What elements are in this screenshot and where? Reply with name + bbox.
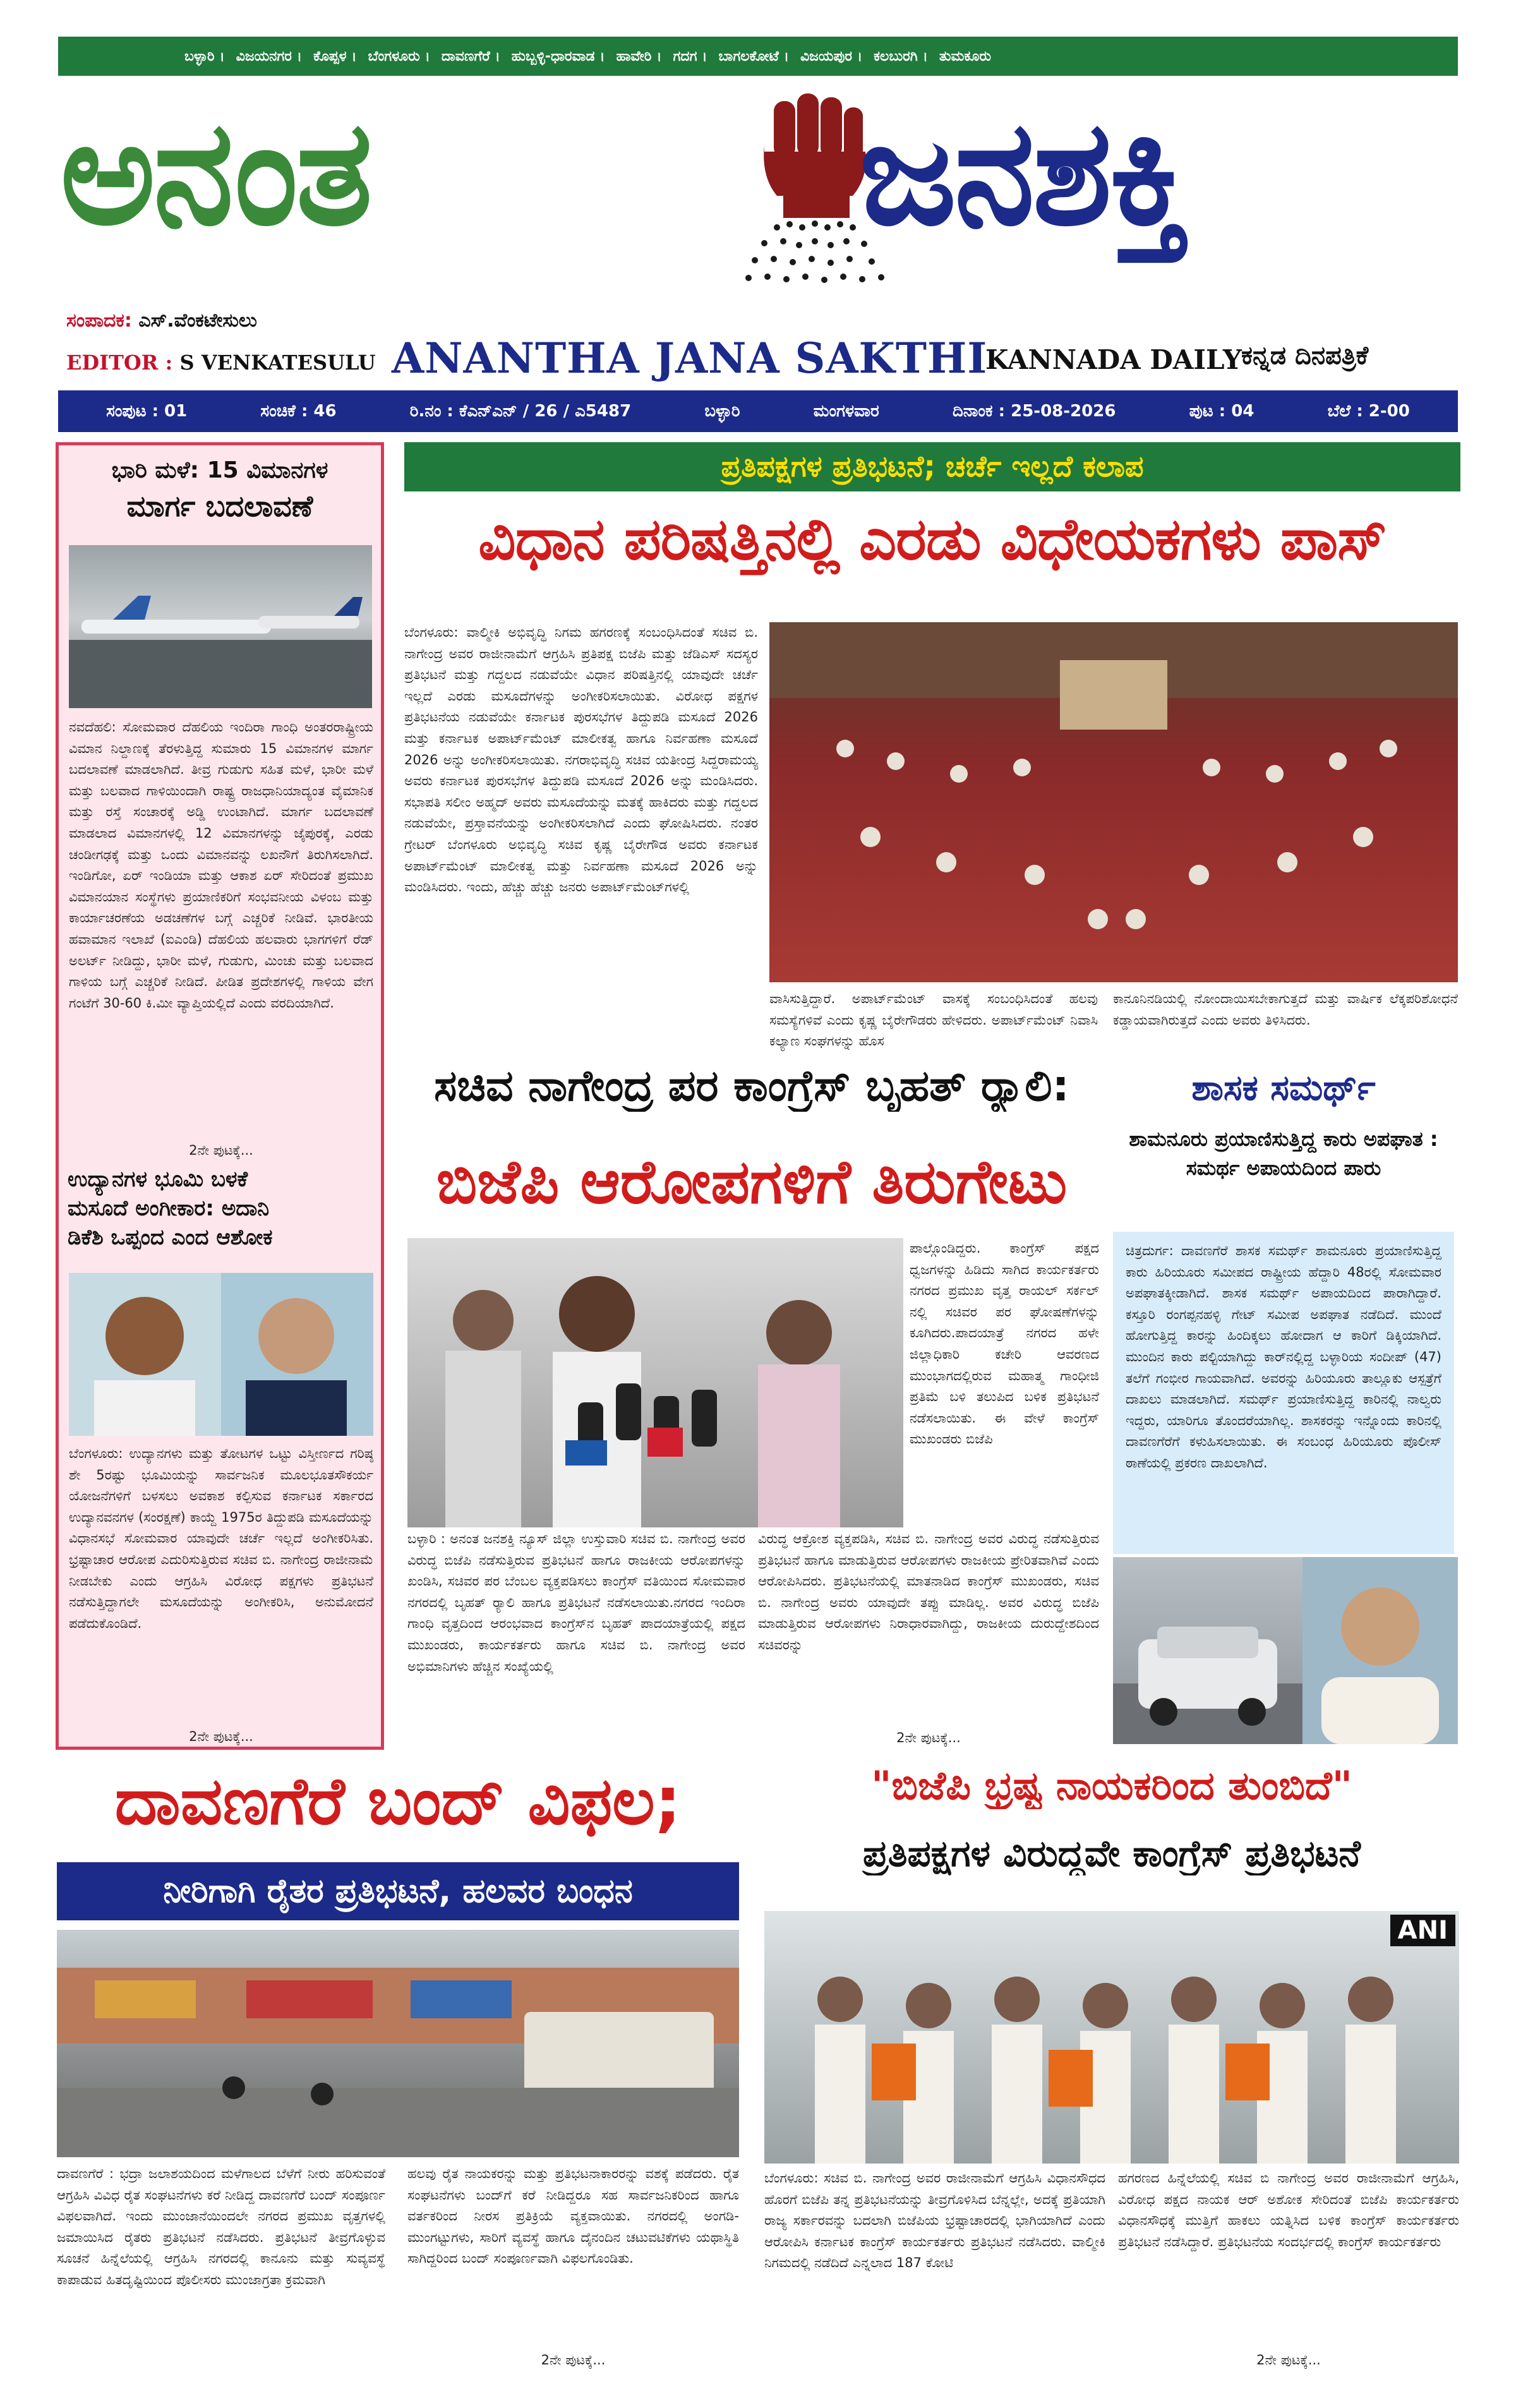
editor-kn-name: ಎಸ್.ವೆಂಕಟೇಸುಲು [138,310,257,332]
main-story-headline: ವಿಧಾನ ಪರಿಷತ್ತಿನಲ್ಲಿ ಎರಡು ವಿಧೇಯಕಗಳು ಪಾಸ್ [478,505,1387,573]
park-bill-continue[interactable]: 2ನೇ ಪುಟಕ್ಕೆ... [189,1729,253,1744]
district-link[interactable]: ಹುಬ್ಬಳ್ಳಿ-ಧಾರವಾಡ । [511,48,605,64]
paper-name-english: ANANTHA JANA SAKTHI [392,334,988,383]
davangere-body-col1: ದಾವಣಗೆರೆ : ಭದ್ರಾ ಜಲಾಶಯದಿಂದ ಮಳೆಗಾಲದ ಬೆಳೆಗೆ ನೀರು ಹರಿಸುವಂತೆ ಆಗ್ರಹಿಸಿ ವಿವಿಧ ರೈತ ಸಂಘಟನೆಗಳು ಕರೆ ನೀಡಿದ್ದ ದಾವಣಗೆರೆ ಬಂದ್ ಸಂಪೂರ್ಣ ವಿಫಲವಾಗಿದೆ. ಇಂದು ಮುಂಜಾನೆಯಿಂದಲೇ ನಗರದ ಪ್ರಮುಖ ವೃತ್ತಗಳಲ್ಲಿ ಜಮಾಯಿಸಿದ ರೈತರು ಪ್ರತಿಭಟನೆ ನಡೆಸಿದರು. ಪ್ರತಿಭಟನೆ ತೀವ್ರಗೊಳ್ಳುವ ಸೂಚನೆ ಹಿನ್ನೆಲೆಯಲ್ಲಿ ಆಗ್ರಹಿಸಿ ನಗರದಲ್ಲಿ ಕಾನೂನು ಮತ್ತು ಸುವ್ಯವಸ್ಥೆ ಕಾಪಾಡುವ ಹಿತದೃಷ್ಟಿಯಿಂದ ಪೊಲೀಸರು ಮುಂಜಾಗ್ರತಾ ಕ್ರಮವಾಗಿ [57,2166,385,2287]
flight-story-body: ನವದೆಹಲಿ: ಸೋಮವಾರ ದೆಹಲಿಯ ಇಂದಿರಾ ಗಾಂಧಿ ಅಂತರರಾಷ್ಟ್ರೀಯ ವಿಮಾನ ನಿಲ್ದಾಣಕ್ಕೆ ತೆರಳುತ್ತಿದ್ದ ಸುಮಾರು 15 ವಿಮಾನಗಳ ಮಾರ್ಗ ಬದಲಾವಣೆ ಮಾಡಲಾಗಿದೆ. ತೀವ್ರ ಗುಡುಗು ಸಹಿತ ಮಳೆ, ಭಾರೀ ಮಳೆ ಮತ್ತು ಬಲವಾದ ಗಾಳಿಯಿಂದಾಗಿ ರಾಷ್ಟ್ರ ರಾಜಧಾನಿಯಾದ್ಯಂತ ವೈಮಾನಿಕ ಮತ್ತು ರಸ್ತೆ ಸಂಚಾರಕ್ಕೆ ಅಡ್ಡಿ ಉಂಟಾಗಿದೆ. ಮಾರ್ಗ ಬದಲಾವಣೆ ಮಾಡಲಾದ ವಿಮಾನಗಳಲ್ಲಿ 12 ವಿಮಾನಗಳನ್ನು ಜೈಪುರಕ್ಕೆ, ಎರಡು ಚಂಡೀಗಢಕ್ಕೆ ಮತ್ತು ಒಂದು ವಿಮಾನವನ್ನು ಲಖನೌಗೆ ತಿರುಗಿಸಲಾಗಿದೆ. ಇಂಡಿಗೋ, ಏರ್ ಇಂಡಿಯಾ ಮತ್ತು ಆಕಾಶ ಏರ್ ಸೇರಿದಂತೆ ಪ್ರಮುಖ ವಿಮಾನಯಾನ ಸಂಸ್ಥೆಗಳು ಪ್ರಯಾಣಿಕರಿಗೆ ಸಂಭವನೀಯ ವಿಳಂಬ ಮತ್ತು ಕಾರ್ಯಾಚರಣೆಯ ಅಡಚಣೆಗಳ ಬಗ್ಗೆ ಎಚ್ಚರಿಕೆ ನೀಡಿವೆ. ಭಾರತೀಯ ಹವಾಮಾನ ಇಲಾಖೆ (ಐಎಂಡಿ) ದೆಹಲಿಯ ಹಲವಾರು ಭಾಗಗಳಿಗೆ ರೆಡ್ ಅಲರ್ಟ್ ನೀಡಿದ್ದು, ಭಾರೀ ಮಳೆ, ಗುಡುಗು, ಮಿಂಚು ಮತ್ತು ಬಲವಾದ ಗಾಳಿಯ ಬಗ್ಗೆ ಎಚ್ಚರಿಕೆ ನೀಡಿದೆ. ಪೀಡಿತ ಪ್ರದೇಶಗಳಲ್ಲಿ ಗಾಳಿಯ ವೇಗ ಗಂಟೆಗೆ 30-60 ಕಿ.ಮೀ ವ್ಯಾಪ್ತಿಯಲ್ಲಿದೆ ಎಂದು ವರದಿಯಾಗಿದೆ. [69,719,373,1011]
district-link[interactable]: ದಾವಣಗೆರೆ । [441,48,500,64]
mla-accident-box [1113,1232,1454,1554]
district-link[interactable]: ಬಾಗಲಕೋಟೆ । [718,48,789,64]
editor-kannada [66,310,257,332]
park-bill-headline [68,1165,375,1253]
issue-number: ಸಂಚಿಕೆ : 46 [260,401,337,421]
district-link[interactable]: ತುಮಕೂರು [939,48,991,64]
editor-english [66,351,376,375]
main-story-body-col2: ವಾಸಿಸುತ್ತಿದ್ದಾರೆ. ಅಪಾರ್ಟ್‌ಮೆಂಟ್ ವಾಸಕ್ಕೆ ಸಂಬಂಧಿಸಿದಂತೆ ಹಲವು ಸಮಸ್ಯೆಗಳಿವೆ ಎಂದು ಕೃಷ್ಣ ಬೈರೇಗೌಡರು ಹೇಳಿದರು. ಅಪಾರ್ಟ್‌ಮೆಂಟ್ ನಿವಾಸಿ ಕಲ್ಯಾಣ ಸಂಘಗಳನ್ನು ಹೊಸ [769,991,1098,1049]
street-scene-icon [57,1930,739,2157]
microphones-icon [407,1238,903,1527]
davangere-continue[interactable]: 2ನೇ ಪುಟಕ್ಕೆ... [541,2352,606,2368]
page-count: ಪುಟ : 04 [1189,401,1254,421]
mla-portrait-photo [1302,1557,1458,1744]
politicians-photo [69,1273,373,1436]
issue-date: ದಿನಾಂಕ : 25-08-2026 [952,401,1116,421]
congress-protest-photo [764,1911,1459,2164]
park-bill-body: ಬೆಂಗಳೂರು: ಉದ್ಯಾನಗಳು ಮತ್ತು ತೋಟಗಳ ಒಟ್ಟು ವಿಸ್ತೀರ್ಣದ ಗರಿಷ್ಠ ಶೇ 5ರಷ್ಟು ಭೂಮಿಯನ್ನು ಸಾರ್ವಜನಿಕ ಮೂಲಭೂತಸೌಕರ್ಯ ಯೋಜನೆಗಳಿಗೆ ಬಳಸಲು ಅವಕಾಶ ಕಲ್ಪಿಸುವ ಕರ್ನಾಟಕ ಸರ್ಕಾರದ ಉದ್ಯಾನವನಗಳ (ಸಂರಕ್ಷಣೆ) ಕಾಯ್ದೆ 1975ರ ತಿದ್ದುಪಡಿ ಮಸೂದೆಯನ್ನು ವಿಧಾನಸಭೆ ಸೋಮವಾರ ಯಾವುದೇ ಚರ್ಚೆ ಇಲ್ಲದೆ ಅಂಗೀಕರಿಸಿತು. ಭ್ರಷ್ಟಾಚಾರ ಆರೋಪ ಎದುರಿಸುತ್ತಿರುವ ಸಚಿವ ಬಿ. ನಾಗೇಂದ್ರ ರಾಜೀನಾಮೆ ನೀಡಬೇಕು ಎಂದು ಆಗ್ರಹಿಸಿ ವಿರೋಧ ಪಕ್ಷಗಳು ಪ್ರತಿಭಟನೆ ನಡೆಸುತ್ತಿದ್ದಾಗಲೇ ಮಸೂದೆಯನ್ನು ಅಂಗೀಕರಿಸಿ, ಅನುಮೋದನೆ ಪಡೆದುಕೊಂಡಿದೆ. [69,1446,373,1631]
volume: ಸಂಪುಟ : 01 [106,401,188,421]
photo-credit-ani: ANI [1390,1915,1455,1946]
congress-protest-subheadline: ಪ್ರತಿಪಕ್ಷಗಳ ವಿರುದ್ಧವೇ ಕಾಂಗ್ರೆಸ್ ಪ್ರತಿಭಟನೆ [862,1832,1361,1875]
masthead-left-word: ಅನಂತ [60,89,371,258]
car-icon [1113,1557,1302,1744]
district-link[interactable]: ಕಲಬುರಗಿ । [874,48,928,64]
main-story-body-col1: ಬೆಂಗಳೂರು: ವಾಲ್ಮೀಕಿ ಅಭಿವೃದ್ಧಿ ನಿಗಮ ಹಗರಣಕ್ಕೆ ಸಂಬಂಧಿಸಿದಂತೆ ಸಚಿವ ಬಿ. ನಾಗೇಂದ್ರ ಅವರ ರಾಜೀನಾಮೆಗೆ ಆಗ್ರಹಿಸಿ ಪ್ರತಿಪಕ್ಷ ಬಿಜೆಪಿ ಮತ್ತು ಜೆಡಿಎಸ್ ಸದಸ್ಯರ ಪ್ರತಿಭಟನೆ ಮತ್ತು ಗದ್ದಲದ ನಡುವೆಯೇ ವಿಧಾನ ಪರಿಷತ್ತಿನಲ್ಲಿ ಯಾವುದೇ ಚರ್ಚೆ ಇಲ್ಲದೆ ಎರಡು ಮಸೂದೆಗಳನ್ನು ಅಂಗೀಕರಿಸಲಾಯಿತು. ವಿರೋಧ ಪಕ್ಷಗಳ ಪ್ರತಿಭಟನೆಯ ನಡುವೆಯೇ ಕರ್ನಾಟಕ ಪುರಸಭೆಗಳ ತಿದ್ದುಪಡಿ ಮಸೂದೆ 2026 ಮತ್ತು ಕರ್ನಾಟಕ ಅಪಾರ್ಟ್‌ಮೆಂಟ್ ಮಾಲೀಕತ್ವ ಹಾಗೂ ನಿರ್ವಹಣಾ ಮಸೂದೆ 2026 ಅನ್ನು ಅಂಗೀಕರಿಸಲಾಯಿತು. ನಗರಾಭಿವೃದ್ಧಿ ಸಚಿವ ಯತೀಂದ್ರ ಸಿದ್ದರಾಮಯ್ಯ ಅವರು ಕರ್ನಾಟಕ ಪುರಸಭೆಗಳ ತಿದ್ದುಪಡಿ ಮಸೂದೆ 2026 ಅನ್ನು ಮಂಡಿಸಿದರು. ಸಭಾಪತಿ ಸಲೀಂ ಅಹ್ಮದ್ ಅವರು ಮಸೂದೆಯನ್ನು ಮತಕ್ಕೆ ಹಾಕಿದರು ಮತ್ತು ಗದ್ದಲದ ನಡುವೆಯೇ, ಪ್ರಸ್ತಾವನೆಯನ್ನು ಅಂಗೀಕರಿಸಲಾಗಿದೆ ಎಂದು ಘೋಷಿಸಿದರು. ನಂತರ ಗ್ರೇಟರ್ ಬೆಂಗಳೂರು ಅಭಿವೃದ್ಧಿ ಸಚಿವ ಕೃಷ್ಣ ಬೈರೇಗೌಡ ಅವರು ಕರ್ನಾಟಕ ಅಪಾರ್ಟ್‌ಮೆಂಟ್ ಮಾಲೀಕತ್ವ ಮತ್ತು ನಿರ್ವಹಣಾ ಮಸೂದೆ 2026 ಅನ್ನು ಮಂಡಿಸಿದರು. ಇಂದು, ಹೆಚ್ಚು ಹೆಚ್ಚು ಜನರು ಅಪಾರ್ಟ್‌ಮೆಂಟ್‌ಗಳಲ್ಲಿ [404,625,758,895]
airplane-icon [69,545,372,708]
rally-press-photo [407,1238,903,1527]
assembly-photo [769,622,1458,982]
mla-accident-headline: ಶಾಸಕ ಸಮರ್ಥ್ [1191,1068,1376,1109]
congress-protest-continue[interactable]: 2ನೇ ಪುಟಕ್ಕೆ... [1256,2352,1321,2368]
district-bar [58,37,1458,76]
airport-rain-photo [69,545,372,708]
congress-protest-body-col2: ಹಗರಣದ ಹಿನ್ನೆಲೆಯಲ್ಲಿ ಸಚಿವ ಬಿ ನಾಗೇಂದ್ರ ಅವರ ರಾಜೀನಾಮೆಗೆ ಆಗ್ರಹಿಸಿ, ವಿರೋಧ ಪಕ್ಷದ ನಾಯಕ ಆರ್ ಅಶೋಕ ಸೇರಿದಂತೆ ಬಿಜೆಪಿ ಕಾರ್ಯಕರ್ತರು ವಿಧಾನಸೌಧಕ್ಕೆ ಮುತ್ತಿಗೆ ಹಾಕಲು ಯತ್ನಿಸಿದ ಬಳಿಕ ಕಾಂಗ್ರೆಸ್ ಕಾರ್ಯಕರ್ತರು ಪ್ರತಿಭಟನೆ ನಡೆಸಿದ್ದಾರೆ. ಪ್ರತಿಭಟನೆಯ ಸಂದರ್ಭದಲ್ಲಿ ಕಾಂಗ್ರೆಸ್ ಕಾರ್ಯಕರ್ತರು [1118,2170,1459,2249]
person-portrait-icon [1302,1557,1458,1744]
portrait-pair-icon [69,1273,373,1436]
flight-headline-line1: ಭಾರಿ ಮಳೆ: 15 ವಿಮಾನಗಳ [111,457,328,483]
mla-accident-subheadline: ಶಾಮನೂರು ಪ್ರಯಾಣಿಸುತ್ತಿದ್ದ ಕಾರು ಅಪಘಾತ : ಸಮರ್ಥ ಅಪಾಯದಿಂದ ಪಾರು [1129,1127,1438,1181]
park-headline-line1: ಉದ್ಯಾನಗಳ ಭೂಮಿ ಬಳಕೆ [68,1167,248,1192]
weekday: ಮಂಗಳವಾರ [813,401,879,421]
district-link[interactable]: ವಿಜಯಪುರ । [800,48,863,64]
editor-en-name: S VENKATESULU [179,351,376,375]
davangere-bandh-subheadline: ನೀರಿಗಾಗಿ ರೈತರ ಪ್ರತಿಭಟನೆ, ಹಲವರ ಬಂಧನ [57,1862,739,1920]
registration-number: ರಿ.ನಂ : ಕೆಎನ್ಎನ್ / 26 / ಎ5487 [409,401,632,421]
rally-body-col1: ಬಳ್ಳಾರಿ : ಅನಂತ ಜನಶಕ್ತಿ ನ್ಯೂಸ್ ಜಿಲ್ಲಾ ಉಸ್ತುವಾರಿ ಸಚಿವ ಬಿ. ನಾಗೇಂದ್ರ ಅವರ ವಿರುದ್ಧ ಬಿಜೆಪಿ ನಡೆಸುತ್ತಿರುವ ಪ್ರತಿಭಟನೆ ಹಾಗೂ ರಾಜಕೀಯ ಆರೋಪಗಳನ್ನು ಖಂಡಿಸಿ, ಸಚಿವರ ಪರ ಬೆಂಬಲ ವ್ಯಕ್ತಪಡಿಸಲು ಕಾಂಗ್ರೆಸ್ ವತಿಯಿಂದ ಸೋಮವಾರ ನಗರದಲ್ಲಿ ಬೃಹತ್ ರ್‍ಯಾಲಿ ಹಾಗೂ ಪ್ರತಿಭಟನೆ ನಡೆಸಲಾಯಿತು.ನಗರದ ಇಂದಿರಾ ಗಾಂಧಿ ವೃತ್ತದಿಂದ ಆರಂಭವಾದ ಕಾಂಗ್ರೆಸ್‌ನ ಬೃಹತ್ ಪಾದಯಾತ್ರೆಯಲ್ಲಿ ಪಕ್ಷದ ಮುಖಂಡರು, ಕಾರ್ಯಕರ್ತರು ಹಾಗೂ ಸಚಿವ ಬಿ. ನಾಗೇಂದ್ರ ಅವರ ಅಭಿಮಾನಿಗಳು ಹೆಚ್ಚಿನ ಸಂಖ್ಯೆಯಲ್ಲಿ [407,1531,745,1674]
editor-en-label: EDITOR : [66,351,173,375]
davangere-body-col2: ಹಲವು ರೈತ ನಾಯಕರನ್ನು ಮತ್ತು ಪ್ರತಿಭಟನಾಕಾರರನ್ನು ವಶಕ್ಕೆ ಪಡೆದರು. ರೈತ ಸಂಘಟನೆಗಳು ಬಂದ್‌ಗೆ ಕರೆ ನೀಡಿದ್ದರೂ ಸಹ ಸಾರ್ವಜನಿಕರಿಂದ ಹಾಗೂ ವರ್ತಕರಿಂದ ನೀರಸ ಪ್ರತಿಕ್ರಿಯೆ ವ್ಯಕ್ತವಾಯಿತು. ನಗರದಲ್ಲಿ ಅಂಗಡಿ-ಮುಂಗಟ್ಟುಗಳು, ಸಾರಿಗೆ ವ್ಯವಸ್ಥೆ ಹಾಗೂ ದೈನಂದಿನ ಚಟುವಟಿಕೆಗಳು ಯಥಾಸ್ಥಿತಿ ಸಾಗಿದ್ದರಿಂದ ಬಂದ್ ಸಂಪೂರ್ಣವಾಗಿ ವಿಫಲಗೊಂಡಿತು. [407,2166,739,2267]
davangere-street-photo [57,1930,739,2157]
protest-crowd-icon [764,1911,1459,2164]
district-link[interactable]: ಬಳ್ಳಾರಿ । [184,48,225,64]
editor-kn-label: ಸಂಪಾದಕ: [66,310,132,332]
park-headline-line3: ಡಿಕೆಶಿ ಒಪ್ಪಂದ ಎಂದ ಆಶೋಕ [68,1224,273,1250]
left-news-column [56,442,384,1750]
publication-place: ಬಳ್ಳಾರಿ [704,401,740,421]
rally-body-col2: ವಿರುದ್ಧ ಆಕ್ರೋಶ ವ್ಯಕ್ತಪಡಿಸಿ, ಸಚಿವ ಬಿ. ನಾಗೇಂದ್ರ ಅವರ ವಿರುದ್ಧ ನಡೆಸುತ್ತಿರುವ ಪ್ರತಿಭಟನೆ ಹಾಗೂ ಮಾಡುತ್ತಿರುವ ಆರೋಪಗಳು ರಾಜಕೀಯ ಪ್ರೇರಿತವಾಗಿವೆ ಎಂದು ಆರೋಪಿಸಿದರು. ಪ್ರತಿಭಟನೆಯಲ್ಲಿ ಮಾತನಾಡಿದ ಕಾಂಗ್ರೆಸ್ ಮುಖಂಡರು, ಸಚಿವ ಬಿ. ನಾಗೇಂದ್ರ ಅವರು ಯಾವುದೇ ತಪ್ಪು ಮಾಡಿಲ್ಲ. ಅವರ ವಿರುದ್ಧ ಬಿಜೆಪಿ ಮಾಡುತ್ತಿರುವ ಆರೋಪಗಳು ನಿರಾಧಾರವಾಗಿದ್ದು, ರಾಜಕೀಯ ದುರುದ್ದೇಶದಿಂದ ಸಚಿವರನ್ನು [758,1531,1099,1652]
davangere-bandh-headline: ದಾವಣಗೆರೆ ಬಂದ್ ವಿಫಲ; [114,1762,682,1839]
flight-story-headline [71,455,368,526]
accident-car-photo [1113,1557,1302,1744]
issue-info-bar [58,390,1458,432]
main-story-body-col3: ಕಾನೂನಿನಡಿಯಲ್ಲಿ ನೋಂದಾಯಿಸಬೇಕಾಗುತ್ತದೆ ಮತ್ತು ವಾರ್ಷಿಕ ಲೆಕ್ಕಪರಿಶೋಧನೆ ಕಡ್ಡಾಯವಾಗಿರುತ್ತದೆ ಎಂದು ಅವರು ತಿಳಿಸಿದರು. [1113,991,1458,1028]
park-headline-line2: ಮಸೂದೆ ಅಂಗೀಕಾರ: ಅದಾನಿ [68,1195,270,1221]
district-link[interactable]: ಕೊಪ್ಪಳ । [313,48,357,64]
assembly-hall-icon [769,622,1458,982]
district-link[interactable]: ವಿಜಯನಗರ । [236,48,302,64]
district-link[interactable]: ಹಾವೇರಿ । [616,48,662,64]
rally-continue[interactable]: 2ನೇ ಪುಟಕ್ಕೆ... [896,1730,961,1745]
congress-protest-headline: "ಬಿಜೆಪಿ ಭ್ರಷ್ಟ ನಾಯಕರಿಂದ ತುಂಬಿದೆ" [871,1762,1352,1809]
kannada-daily-english: KANNADA DAILY [985,344,1242,375]
congress-protest-body-col1: ಬೆಂಗಳೂರು: ಸಚಿವ ಬಿ. ನಾಗೇಂದ್ರ ಅವರ ರಾಜೀನಾಮೆಗೆ ಆಗ್ರಹಿಸಿ ವಿಧಾನಸೌಧದ ಹೊರಗೆ ಬಿಜೆಪಿ ತನ್ನ ಪ್ರತಿಭಟನೆಯನ್ನು ತೀವ್ರಗೊಳಿಸಿದ ಬೆನ್ನಲ್ಲೇ, ಅದಕ್ಕೆ ಪ್ರತಿಯಾಗಿ ರಾಜ್ಯ ಸರ್ಕಾರವನ್ನು ಬದಲಾಗಿ ಬಿಜೆಪಿಯ ಭ್ರಷ್ಟಾಚಾರದಲ್ಲಿ ಭಾಗಿಯಾಗಿದೆ ಎಂದು ಆರೋಪಿಸಿ ಕರ್ನಾಟಕ ಕಾಂಗ್ರೆಸ್ ಕಾರ್ಯಕರ್ತರು ಪ್ರತಿಭಟನೆ ನಡೆಸಿದರು. ವಾಲ್ಮೀಕಿ ನಿಗಮದಲ್ಲಿ ನಡೆದಿದೆ ಎನ್ನಲಾದ 187 ಕೋಟಿ [764,2170,1105,2271]
price: ಬೆಲೆ : 2-00 [1327,401,1410,421]
district-link[interactable]: ಬೆಂಗಳೂರು । [368,48,430,64]
district-link[interactable]: ಗದಗ । [673,48,707,64]
mla-accident-body: ಚಿತ್ರದುರ್ಗ: ದಾವಣಗೆರೆ ಶಾಸಕ ಸಮರ್ಥ್ ಶಾಮನೂರು ಪ್ರಯಾಣಿಸುತ್ತಿದ್ದ ಕಾರು ಹಿರಿಯೂರು ಸಮೀಪದ ರಾಷ್ಟ್ರೀಯ ಹೆದ್ದಾರಿ 48ರಲ್ಲಿ ಸೋಮವಾರ ಅಪಘಾತಕ್ಕೀಡಾಗಿದೆ. ಶಾಸಕ ಸಮರ್ಥ್ ಅಪಾಯದಿಂದ ಪಾರಾಗಿದ್ದಾರೆ. ಕಸ್ತೂರಿ ರಂಗಪ್ಪನಹಳ್ಳಿ ಗೇಟ್ ಸಮೀಪ ಅಪಘಾತ ನಡೆದಿದೆ. ಮುಂದೆ ಹೋಗುತ್ತಿದ್ದ ಕಾರನ್ನು ಹಿಂದಿಕ್ಕಲು ಹೋದಾಗ ಆ ಕಾರಿಗೆ ಡಿಕ್ಕಿಯಾಗಿದೆ. ಮುಂದಿನ ಕಾರು ಪಲ್ಟಿಯಾಗಿದ್ದು ಕಾರ್‌ನಲ್ಲಿದ್ದ ಬಳ್ಳಾರಿಯ ಸಂದೀಪ್ (47) ತಲೆಗೆ ಗಂಭೀರ ಗಾಯವಾಗಿದೆ. ಅವರನ್ನು ಹಿರಿಯೂರು ತಾಲ್ಲೂಕು ಆಸ್ಪತ್ರೆಗೆ ದಾಖಲು ಮಾಡಲಾಗಿದೆ. ಸಮರ್ಥ್ ಪ್ರಯಾಣಿಸುತ್ತಿದ್ದ ಕಾರಿನಲ್ಲಿ ನಾಲ್ವರು ಇದ್ದರು, ಯಾರಿಗೂ ತೊಂದರೆಯಾಗಿಲ್ಲ. ಶಾಸಕರನ್ನು ಇನ್ನೊಂದು ಕಾರಿನಲ್ಲಿ ದಾವಣಗೆರೆಗೆ ಕಳುಹಿಸಲಾಯಿತು. ಈ ಸಂಬಂಧ ಹಿರಿಯೂರು ಪೊಲೀಸ್ ಠಾಣೆಯಲ್ಲಿ ಪ್ರಕರಣ ದಾಖಲಾಗಿದೆ. [1126,1243,1441,1471]
flight-headline-line2: ಮಾರ್ಗ ಬದಲಾವಣೆ [126,488,313,523]
rally-side-body: ಪಾಲ್ಗೊಂಡಿದ್ದರು. ಕಾಂಗ್ರೆಸ್ ಪಕ್ಷದ ಧ್ವಜಗಳನ್ನು ಹಿಡಿದು ಸಾಗಿದ ಕಾರ್ಯಕರ್ತರು ನಗರದ ಪ್ರಮುಖ ವೃತ್ತ ರಾಯಲ್ ಸರ್ಕಲ್ ನಲ್ಲಿ ಸಚಿವರ ಪರ ಘೋಷಣೆಗಳನ್ನು ಕೂಗಿದರು.ಪಾದಯಾತ್ರೆ ನಗರದ ಹಳೇ ಜಿಲ್ಲಾಧಿಕಾರಿ ಕಚೇರಿ ಆವರಣದ ಮುಂಭಾಗದಲ್ಲಿರುವ ಮಹಾತ್ಮ ಗಾಂಧೀಜಿ ಪ್ರತಿಮೆ ಬಳಿ ತಲುಪಿದ ಬಳಿಕ ಪ್ರತಿಭಟನೆ ನಡೆಸಲಾಯಿತು. ಈ ವೇಳೆ ಕಾಂಗ್ರೆಸ್ ಮುಖಂಡರು ಬಿಜೆಪಿ [910,1241,1099,1447]
rally-headline-line2: ಬಿಜೆಪಿ ಆರೋಪಗಳಿಗೆ ತಿರುಗೇಟು [436,1147,1068,1217]
kannada-daily-kannada: ಕನ್ನಡ ದಿನಪತ್ರಿಕೆ [1241,341,1369,370]
main-story-kicker: ಪ್ರತಿಪಕ್ಷಗಳ ಪ್ರತಿಭಟನೆ; ಚರ್ಚೆ ಇಲ್ಲದೆ ಕಲಾಪ [404,442,1460,491]
flight-story-continue[interactable]: 2ನೇ ಪುಟಕ್ಕೆ... [189,1143,253,1158]
masthead-right-word: ಜನಶಕ್ತಿ [859,89,1188,258]
rally-headline-line1: ಸಚಿವ ನಾಗೇಂದ್ರ ಪರ ಕಾಂಗ್ರೆಸ್ ಬೃಹತ್ ರ್‍ಯಾಲಿ: [434,1061,1069,1111]
